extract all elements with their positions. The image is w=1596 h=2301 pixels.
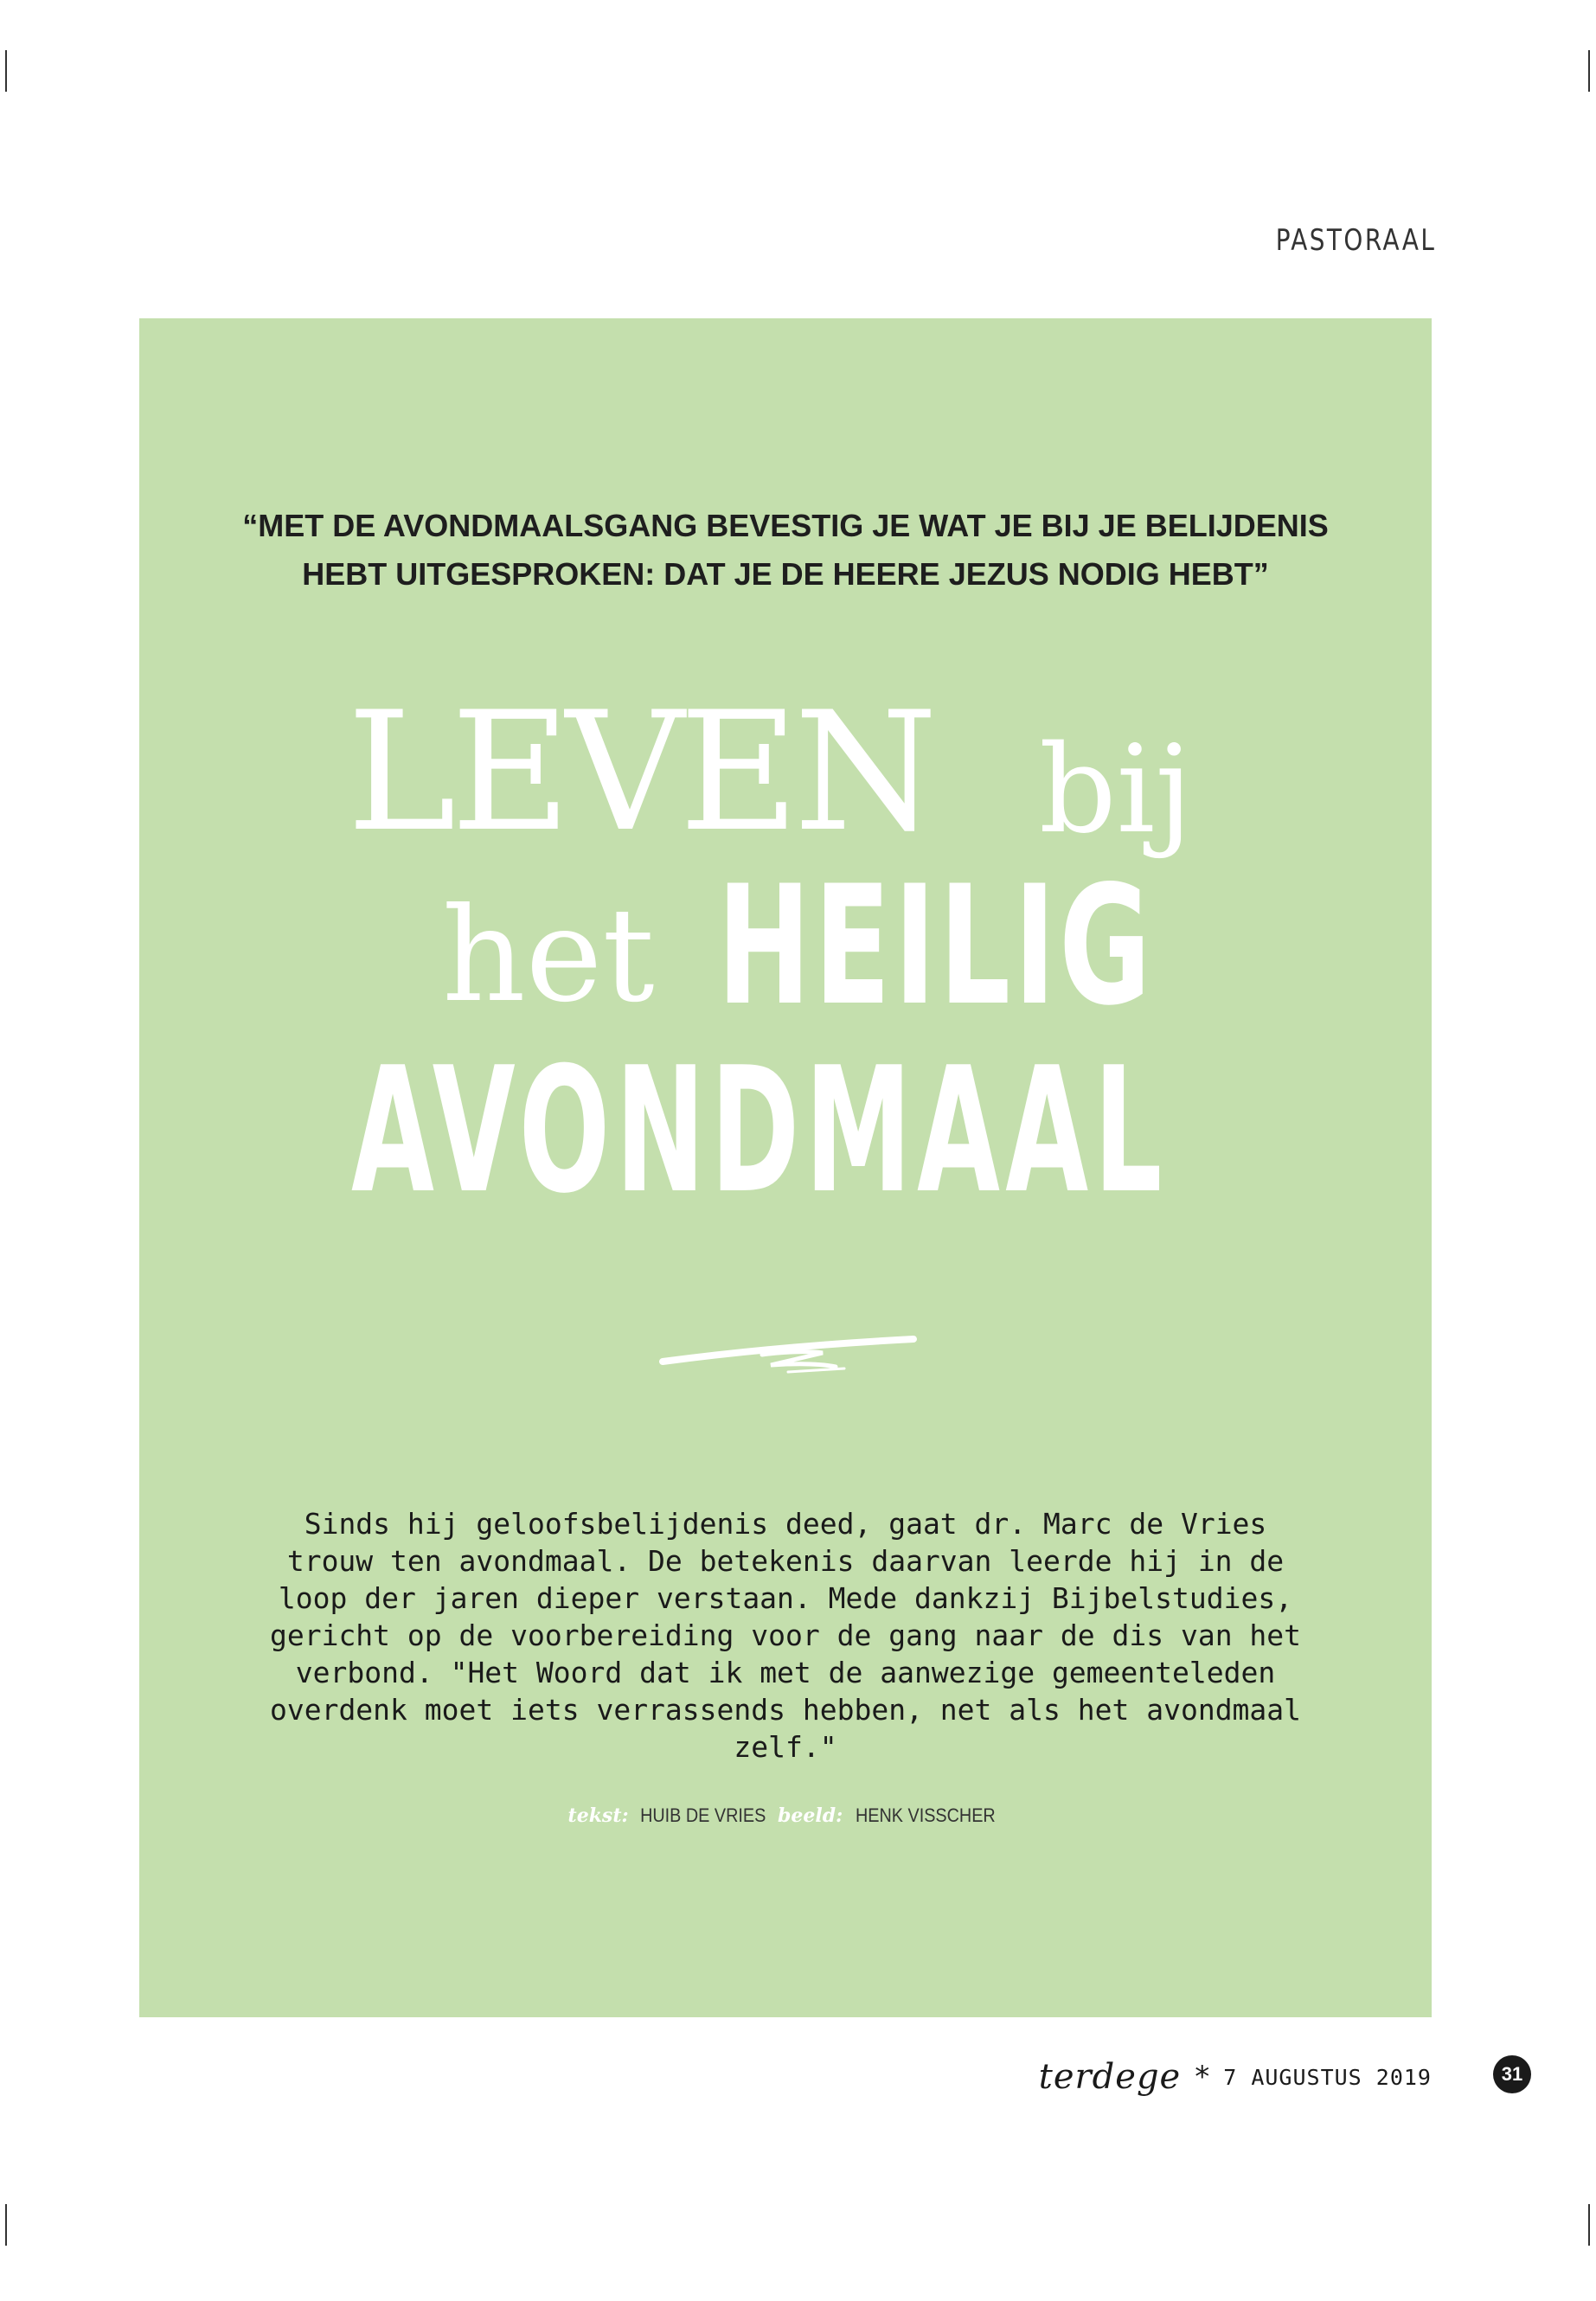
credit-text-label: tekst: (567, 1804, 629, 1827)
intro-paragraph (213, 1505, 1358, 1766)
intro-line: trouw ten avondmaal. De betekenis daarvan leerde hij in de (286, 1544, 1285, 1578)
section-label: PASTORAAL (1275, 223, 1436, 258)
crop-mark (1588, 50, 1590, 92)
intro-line: overdenk moet iets verrassends hebben, net als het avondmaal (269, 1693, 1302, 1727)
brush-stroke-icon (658, 1329, 918, 1381)
crop-mark (5, 50, 7, 92)
crop-mark (5, 2204, 7, 2246)
green-panel (139, 318, 1432, 2017)
credits (139, 1804, 1432, 1827)
asterisk-icon: * (1195, 2060, 1210, 2094)
credit-text-name: HUIB DE VRIES (640, 1804, 766, 1826)
title-word-avondmaal: AVONDMAAL (351, 1030, 1168, 1232)
pull-quote-line: “MET DE AVONDMAALSGANG BEVESTIG JE WAT JE BIJ JE BELIJDENIS (242, 508, 1329, 543)
credit-image-name: HENK VISSCHER (855, 1804, 996, 1826)
title-word-heilig: HEILIG (717, 850, 1155, 1042)
title-word-bij: bij (1039, 720, 1193, 861)
pull-quote (191, 502, 1380, 599)
crop-mark (1588, 2204, 1590, 2246)
page-footer (1039, 2057, 1432, 2097)
intro-line: loop der jaren dieper verstaan. Mede dankzij Bijbelstudies, (278, 1581, 1293, 1615)
page-number: 31 (1493, 2055, 1531, 2093)
intro-line: verbond. "Het Woord dat ik met de aanwezige gemeenteleden (295, 1656, 1276, 1689)
title-word-het: het (442, 881, 655, 1031)
intro-line: gericht op de voorbereiding voor de gang naar de dis van het (269, 1618, 1302, 1652)
magazine-brand: terdege (1038, 2057, 1182, 2097)
credit-image-label: beeld: (777, 1804, 843, 1827)
article-title (139, 676, 1432, 1232)
issue-date: 7 AUGUSTUS 2019 (1223, 2064, 1432, 2090)
intro-line: zelf." (734, 1730, 837, 1764)
intro-line: Sinds hij geloofsbelijdenis deed, gaat dr. Marc de Vries (304, 1507, 1267, 1541)
pull-quote-line: HEBT UITGESPROKEN: DAT JE DE HEERE JEZUS NODIG HEBT” (302, 556, 1269, 592)
title-word-leven: LEVEN (347, 676, 933, 868)
